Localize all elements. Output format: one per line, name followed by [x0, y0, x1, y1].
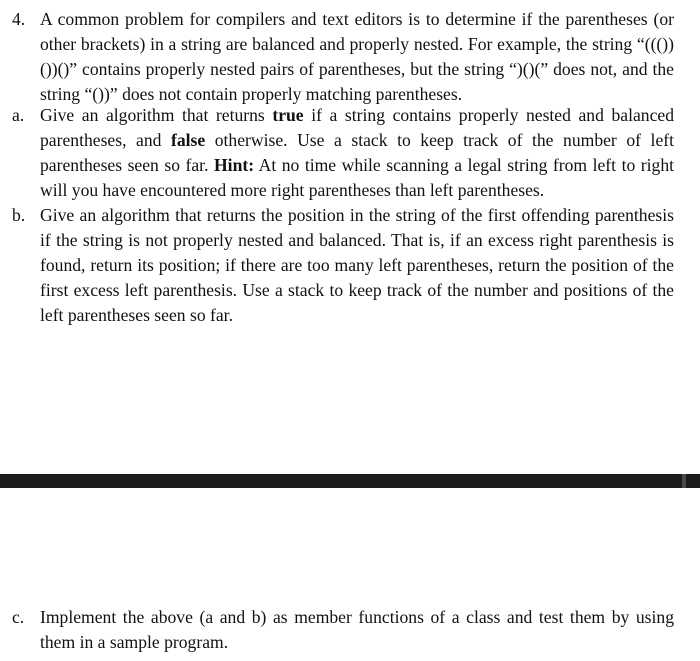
part-b [12, 203, 674, 328]
bold-false: false [170, 130, 206, 150]
question-4 [12, 7, 674, 107]
part-c [12, 605, 674, 655]
part-c-marker: c. [12, 607, 25, 627]
question-4-text: A common problem for compilers and text editors is to determine if the parentheses (or other brackets) in a string are balanced and properly nested. For example, the string “((())())()” contains properly nested pairs of parentheses, but the string “)()(” does not, and the string “())” does not contain properly matching parentheses. [40, 9, 674, 104]
part-a-marker: a. [12, 105, 25, 125]
part-c-text: Implement the above (a and b) as member functions of a class and test them by using them in a sample program. [40, 607, 674, 652]
question-4-number: 4. [12, 9, 26, 29]
page-divider-notch [682, 474, 686, 488]
page-divider-bar [0, 474, 700, 488]
part-a [12, 103, 674, 203]
part-a-text: Give an algorithm that returns true if a string contains properly nested and balanced parentheses, and false otherwise. Use a stack to keep track of the number of left parentheses seen so far. Hint: At no time while scanning a legal string from left to right will you have encountered more right parentheses than left parentheses. [40, 105, 675, 200]
part-b-marker: b. [12, 205, 26, 225]
bold-true: true [272, 105, 304, 125]
hint-label: Hint: [214, 155, 255, 175]
part-b-text: Give an algorithm that returns the position in the string of the first offending parenthesis if the string is not properly nested and balanced. That is, if an excess right parenthesis is found, return its position; if there are too many left parentheses, return the position of the first excess left parenthesis. Use a stack to keep track of the number and positions of the left parentheses seen so far. [40, 205, 674, 325]
